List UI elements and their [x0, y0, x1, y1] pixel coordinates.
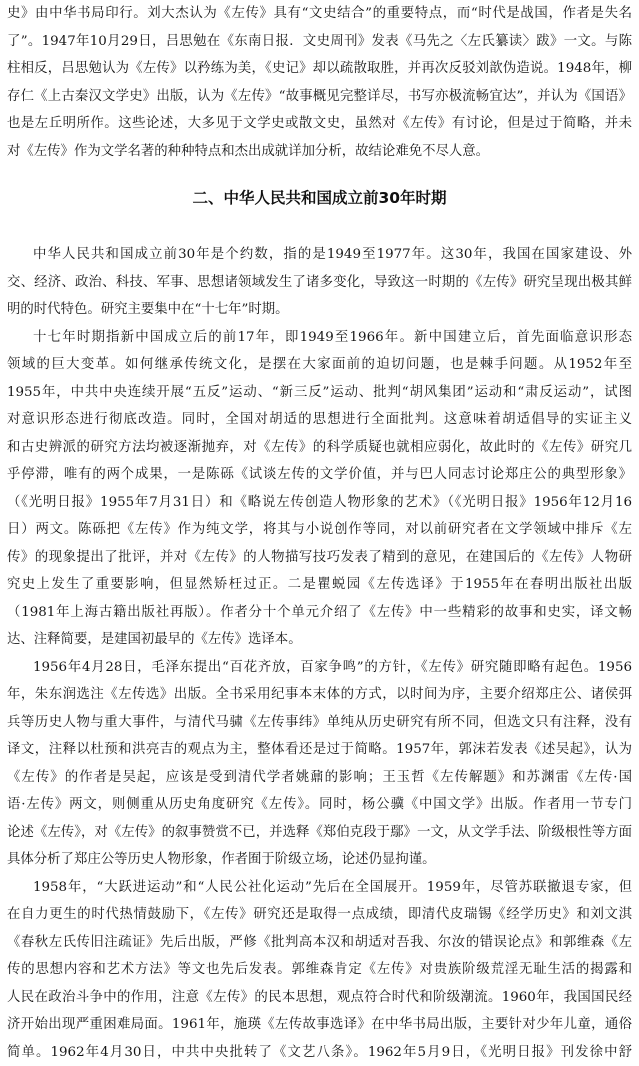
text-line: 年，朱东润选注《左传选》出版。全书采用纪事本末体的方式，以时间为序，主要介绍郑庄公、诸侯弭 [7, 681, 632, 709]
text-line: 究史上发生了重要影响，但显然矫枉过正。二是瞿蜕园《左传选译》于1955年在春明出版社出版 [7, 571, 632, 599]
text-line: 柱相反，吕思勉认为《左传》以矜练为美，《史记》却以疏散取胜，并再次反驳刘歆伪造说。1948年，柳 [7, 55, 632, 83]
text-line: 《春秋左氏传旧注疏证》先后出版，严修《批判高本汉和胡适对吾我、尔汝的错误论点》和郭维森《左 [7, 929, 632, 957]
text-line: （《光明日报》1955年7月31日）和《略说左传创造人物形象的艺术》（《光明日报》1956年12月16 [7, 489, 632, 517]
text-line: 兵等历史人物与重大事件，与清代马骕《左传事纬》单纯从历史研究有所不同，但选文只有注释，没有 [7, 709, 632, 737]
top-paragraph [7, 0, 632, 165]
text-line: 史》由中华书局印行。刘大杰认为《左传》具有“文史结合”的重要特点，而“时代是战国，作者是失名 [7, 0, 632, 28]
text-line: 对意识形态进行彻底改造。同时，全国对胡适的思想进行全面批判。这意味着胡适倡导的实证主义 [7, 406, 632, 434]
text-line: 对《左传》作为文学名著的种种特点和杰出成就详加分析，故结论难免不尽人意。 [7, 138, 632, 166]
text-line: 中华人民共和国成立前30年是个约数，指的是1949至1977年。这30年，我国在国家建设、外 [7, 241, 632, 269]
text-line: 济开始出现严重困难局面。1961年，施瑛《左传故事选译》在中华书局出版，主要针对少年儿童，通俗 [7, 1011, 632, 1039]
text-line: 译文，注释以杜预和洪亮吉的观点为主，整体看还是过于简略。1957年，郭沫若发表《述吴起》，认为 [7, 736, 632, 764]
text-line: 人民在政治斗争中的作用，注意《左传》的民本思想，观点符合时代和阶级潮流。1960年，我国国民经 [7, 984, 632, 1012]
text-line: 语·左传》两文，则侧重从历史角度研究《左传》。同时，杨公骥《中国文学》出版。作者用一节专门 [7, 791, 632, 819]
text-line: 乎停滞，唯有的两个成果，一是陈砾《试谈左传的文学价值，并与巴人同志讨论郑庄公的典型形象》 [7, 461, 632, 489]
text-line: （1981年上海古籍出版社再版）。作者分十个单元介绍了《左传》中一些精彩的故事和史实，译文畅 [7, 599, 632, 627]
body-text [7, 241, 632, 1066]
text-line: 《左传》的作者是吴起，应该是受到清代学者姚鼐的影响；王玉哲《左传解题》和苏渊雷《左传·国 [7, 764, 632, 792]
text-line: 交、经济、政治、科技、军事、思想诸领域发生了诸多变化，导致这一时期的《左传》研究呈现出极其鲜 [7, 269, 632, 297]
text-line: 了”。1947年10月29日，吕思勉在《东南日报．文史周刊》发表《马先之〈左氏纂读〉跋》一文。与陈 [7, 28, 632, 56]
text-line: 十七年时期指新中国成立后的前17年，即1949至1966年。新中国建立后，首先面临意识形态 [7, 324, 632, 352]
text-line: 日）两文。陈砾把《左传》作为纯文学，将其与小说创作等同，对以前研究者在文学领域中排斥《左 [7, 516, 632, 544]
text-line: 明的时代特色。研究主要集中在“十七年”时期。 [7, 296, 632, 324]
text-line: 达、注释简要，是建国初最早的《左传》选译本。 [7, 626, 632, 654]
text-line: 具体分析了郑庄公等历史人物形象，作者囿于阶级立场，论述仍显拘谨。 [7, 846, 632, 874]
text-line: 领域的巨大变革。如何继承传统文化，是摆在大家面前的迫切问题，也是棘手问题。从1952年至 [7, 351, 632, 379]
text-line: 也是左丘明所作。这些论述，大多见于文学史或散文史，虽然对《左传》有讨论，但是过于简略，并未 [7, 110, 632, 138]
text-line: 传的思想内容和艺术方法》等文也先后发表。郭维森肯定《左传》对贵族阶级荒淫无耻生活的揭露和 [7, 956, 632, 984]
section-heading: 二、中华人民共和国成立前30年时期 [0, 178, 639, 218]
text-line: 传》的现象提出了批评，并对《左传》的人物描写技巧发表了精到的意见，在建国后的《左传》人物研 [7, 544, 632, 572]
text-line: 和古史辨派的研究方法均被逐渐抛弃，对《左传》的科学质疑也就相应弱化，故此时的《左传》研究几 [7, 434, 632, 462]
text-line: 简单。1962年4月30日，中共中央批转了《文艺八条》。1962年5月9日，《光明日报》刊发徐中舒 [7, 1039, 632, 1066]
text-line: 在自力更生的时代热情鼓励下，《左传》研究还是取得一点成绩，即清代皮瑞锡《经学历史》和刘文淇 [7, 901, 632, 929]
text-line: 1958年，“大跃进运动”和“人民公社化运动”先后在全国展开。1959年，尽管苏联撤退专家，但 [7, 874, 632, 902]
text-line: 论述《左传》，对《左传》的叙事赞赏不已，并选释《郑伯克段于鄢》一文，从文学手法、阶级根性等方面 [7, 819, 632, 847]
text-line: 1955年，中共中央连续开展“五反”运动、“新三反”运动、批判“胡风集团”运动和“肃反运动”，试图 [7, 379, 632, 407]
text-line: 存仁《上古秦汉文学史》出版，认为《左传》“故事概见完整详尽，书写亦极流畅宜达”，并认为《国语》 [7, 83, 632, 111]
text-line: 1956年4月28日，毛泽东提出“百花齐放，百家争鸣”的方针，《左传》研究随即略有起色。1956 [7, 654, 632, 682]
